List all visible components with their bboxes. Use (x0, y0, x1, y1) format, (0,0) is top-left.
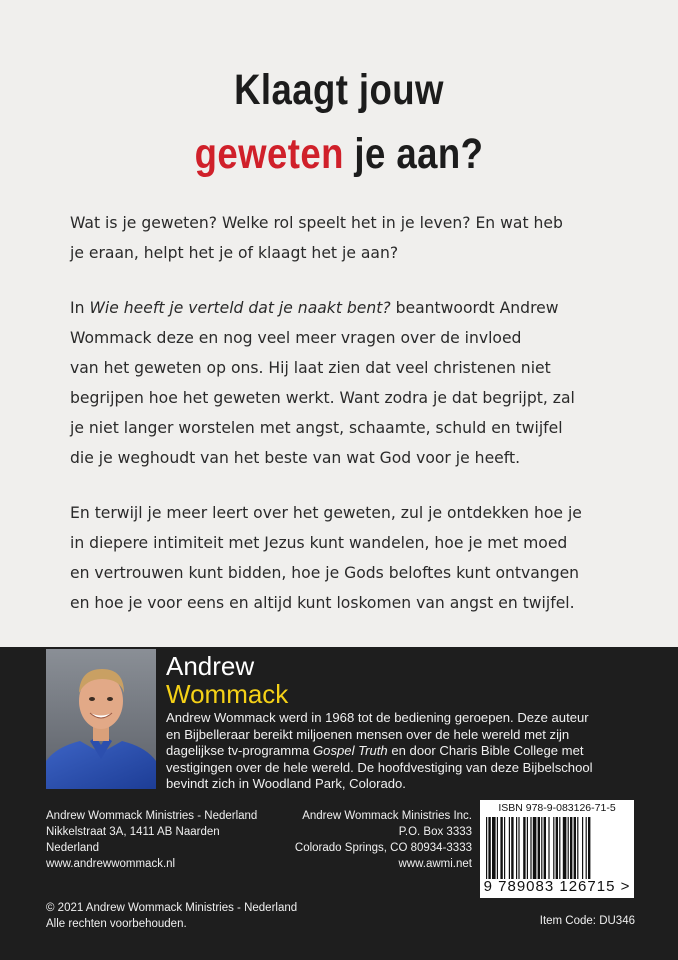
item-code: Item Code: DU346 (539, 915, 635, 927)
copyright-line: © 2021 Andrew Wommack Ministries - Nederland (46, 902, 298, 914)
text-line: die je weghoudt van het beste van wat God voor je heeft. (70, 449, 521, 467)
website-link: www.awmi.net (398, 858, 472, 870)
address-line: Andrew Wommack Ministries - Nederland (46, 810, 258, 822)
text-line: en vertrouwen kunt bidden, hoe je Gods beloftes kunt ontvangen (70, 564, 580, 582)
author-photo (46, 649, 156, 789)
bio-line: bevindt zich in Woodland Park, Colorado. (166, 776, 406, 792)
barcode-bars-icon (486, 817, 628, 879)
isbn-barcode (480, 800, 634, 898)
copyright-notice (46, 900, 297, 932)
address-netherlands (46, 808, 257, 872)
address-usa (275, 808, 472, 872)
address-line: Colorado Springs, CO 80934-3333 (294, 842, 472, 854)
headline-line-2 (51, 130, 627, 179)
book-title: Wie heeft je verteld dat je naakt bent? (89, 299, 391, 317)
text-line: en hoe je voor eens en altijd kunt loskomen van angst en twijfel. (70, 594, 575, 612)
bio-line: vestigingen over de hele wereld. De hoofdvestiging van deze Bijbelschool (166, 759, 593, 775)
ean-number: 9 789083 126715 > (483, 878, 631, 895)
bio-line: Andrew Wommack werd in 1968 tot de bediening geroepen. Deze auteur (166, 710, 589, 725)
text-line: je niet langer worstelen met angst, schaamte, schuld en twijfel (70, 419, 563, 437)
text-line: in diepere intimiteit met Jezus kunt wandelen, hoe je met moed (70, 534, 568, 552)
author-first-name: Andrew (166, 651, 255, 681)
text-line: van het geweten op ons. Hij laat zien dat veel christenen niet (70, 359, 551, 377)
text-line: Wat is je geweten? Welke rol speelt het in je leven? En wat heb (70, 214, 563, 232)
intro-paragraph (70, 208, 642, 268)
bio-line (166, 743, 642, 760)
website-link: www.andrewwommack.nl (46, 858, 176, 870)
headline-rest: je aan? (343, 130, 484, 178)
isbn-number: ISBN 978-9-083126-71-5 (498, 802, 616, 814)
author-portrait-image (46, 649, 156, 789)
text-line: En terwijl je meer leert over het geweten, zul je ontdekken hoe je (70, 504, 582, 522)
headline-highlight: geweten (194, 130, 344, 178)
copyright-line: Alle rechten voorbehouden. (46, 918, 187, 930)
address-line: P.O. Box 3333 (398, 826, 472, 838)
text-line: begrijpen hoe het geweten werkt. Want zodra je dat begrijpt, zal (70, 389, 575, 407)
text-fragment: In (70, 299, 90, 317)
bio-line: en Bijbelleraar bereikt miljoenen mensen over de hele wereld met zijn (166, 726, 570, 742)
text-fragment: en door Charis Bible College met (387, 743, 584, 759)
address-line: Nederland (46, 842, 100, 854)
text-fragment: dagelijkse tv-programma (166, 743, 313, 759)
address-line: Andrew Wommack Ministries Inc. (302, 810, 472, 822)
back-cover-bottom-panel (0, 647, 678, 960)
author-bio (166, 710, 642, 793)
text-fragment: beantwoordt Andrew (390, 299, 559, 317)
program-title: Gospel Truth (313, 743, 388, 759)
text-line (70, 293, 642, 323)
closing-paragraph (70, 498, 642, 618)
description-paragraph (70, 293, 642, 473)
text-line: je eraan, helpt het je of klaagt het je aan? (70, 244, 399, 262)
text-line: Wommack deze en nog veel meer vragen over de invloed (70, 329, 522, 347)
address-line: Nikkelstraat 3A, 1411 AB Naarden (46, 826, 220, 838)
headline-line-1: Klaagt jouw (234, 66, 444, 114)
author-last-name: Wommack (166, 679, 289, 709)
